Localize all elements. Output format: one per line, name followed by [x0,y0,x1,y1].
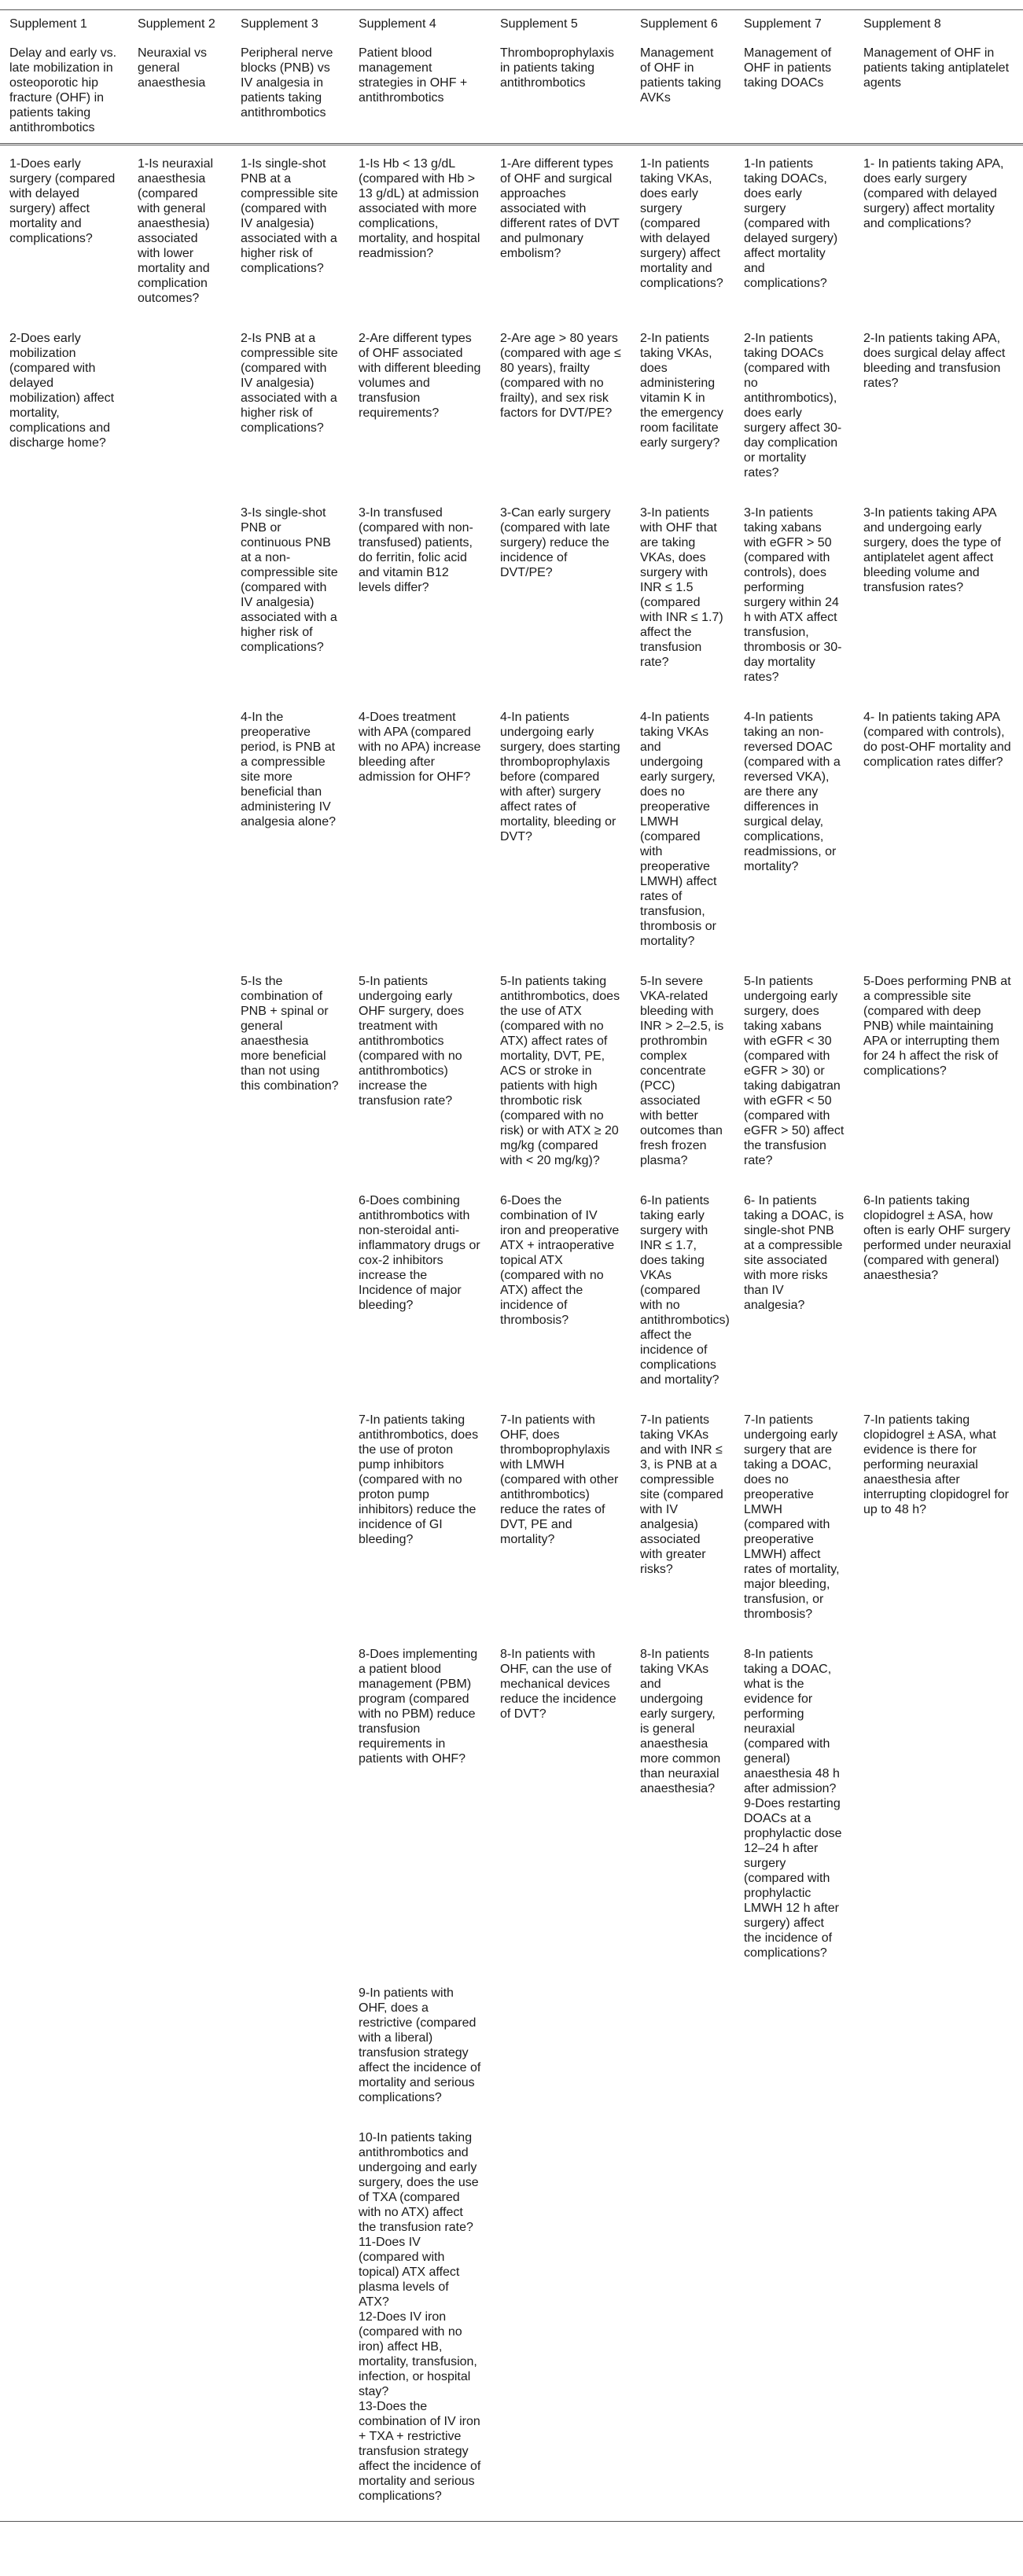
question-text: 3-In patients taking xabans with eGFR > 50 (compared with controls), does performing surgery within 24 h with ATX affect transfusion, thrombosis or 30-day mortality rates? [744,506,842,684]
question-text: 4-In patients taking VKAs and undergoing early surgery, does no preoperative LMWH (compared with preoperative LMWH) affect rates of transfusion, thrombosis or mortality? [640,711,717,948]
question-text: 8-Does implementing a patient blood management (PBM) program (compared with no PBM) reduce transfusion requirements in patients with OHF? [359,1648,478,1766]
question-text: 12-Does IV iron (compared with no iron) affect HB, mortality, transfusion, infection, or hospital stay? [359,2310,477,2398]
table-cell [491,1636,631,1975]
question-text: 9-Does restarting DOACs at a prophylactic dose 12–24 h after surgery (compared with prophylactic LMWH 12 h after surgery) affect the incidence of complications? [744,1797,842,1960]
table-cell [128,1402,231,1636]
supplement-title: Supplement 6 [640,17,718,31]
table-body [0,145,1023,2522]
question-text: 2-Is PNB at a compressible site (compared with IV analgesia) associated with a higher risk of complications? [241,332,338,435]
table-row [0,1182,1023,1402]
table-cell [854,320,1023,494]
table-cell [349,320,491,494]
question-text: 10-In patients taking antithrombotics and undergoing and early surgery, does the use of TXA (compared with no ATX) affect the transfusion rate? [359,2131,479,2234]
question-text: 3-In patients with OHF that are taking VKAs, does surgery with INR ≤ 1.5 (compared with INR ≤ 1.7) affect the transfusion rate? [640,506,723,669]
table-cell [491,494,631,699]
question-text: 2-In patients taking VKAs, does administering vitamin K in the emergency room facilitate early surgery? [640,332,723,450]
table-cell [0,145,128,321]
question-text: 2-In patients taking APA, does surgical delay affect bleeding and transfusion rates? [863,332,1006,390]
table-cell [349,1182,491,1402]
table-cell [231,699,349,963]
supplement-title: Supplement 1 [9,17,87,31]
question-text: 1-Is single-shot PNB at a compressible site (compared with IV analgesia) associated with a higher risk of complications? [241,157,338,275]
table-cell [734,699,854,963]
table-cell [0,320,128,494]
table-row [0,963,1023,1182]
table-cell [631,1402,734,1636]
question-text: 9-In patients with OHF, does a restrictive (compared with a liberal) transfusion strategy affect the incidence of mortality and serious complications? [359,1986,481,2104]
table-cell [734,320,854,494]
table-cell [491,963,631,1182]
table-cell [854,1975,1023,2119]
table-cell [854,2119,1023,2522]
supplement-subtitle: Management of OHF in patients taking AVKs [640,46,722,105]
supplement-title: Supplement 4 [359,17,436,31]
question-text: 6-Does combining antithrombotics with non-steroidal anti-inflammatory drugs or cox-2 inhibitors increase the Incidence of major bleeding? [359,1194,480,1312]
table-cell [349,145,491,321]
question-text: 4-Does treatment with APA (compared with no APA) increase bleeding after admission for OHF? [359,711,481,784]
supplement-subtitle: Patient blood management strategies in OHF + antithrombotics [359,46,468,105]
column-header-supplement-4 [349,10,491,145]
table-cell [128,494,231,699]
question-text: 8-In patients with OHF, can the use of mechanical devices reduce the incidence of DVT? [500,1648,616,1721]
table-cell [491,145,631,321]
table-cell [0,1975,128,2119]
table-cell [854,963,1023,1182]
table-cell [349,1975,491,2119]
table-cell [231,320,349,494]
table-cell [491,1402,631,1636]
header-row [0,10,1023,145]
column-header-supplement-1 [0,10,128,145]
table-cell [349,1636,491,1975]
table-cell [0,1402,128,1636]
table-cell [0,1636,128,1975]
table-cell [491,1182,631,1402]
question-text: 5-In patients undergoing early surgery, does taking xabans with eGFR < 30 (compared with eGFR > 30) or taking dabigatran with eGFR < 50 (compared with eGFR > 50) affect the transfusion rate? [744,975,845,1167]
supplement-title: Supplement 7 [744,17,822,31]
table-cell [734,963,854,1182]
question-text: 3-In transfused (compared with non-transfused) patients, do ferritin, folic acid and vitamin B12 levels differ? [359,506,473,594]
question-text: 5-In patients undergoing early OHF surgery, does treatment with antithrombotics (compared with no antithrombotics) increase the transfusion rate? [359,975,464,1108]
question-text: 5-Does performing PNB at a compressible site (compared with deep PNB) while maintaining APA or interrupting them for 24 h affect the risk of complications? [863,975,1011,1078]
table-row [0,699,1023,963]
table-cell [128,1975,231,2119]
question-text: 2-Does early mobilization (compared with delayed mobilization) affect mortality, complications and discharge home? [9,332,115,450]
table-cell [854,1636,1023,1975]
table-cell [128,145,231,321]
question-text: 1-In patients taking DOACs, does early surgery (compared with delayed surgery) affect mortality and complications? [744,157,838,290]
question-text: 1-Is neuraxial anaesthesia (compared with general anaesthesia) associated with lower mortality and complication outcomes? [138,157,214,305]
supplement-subtitle: Delay and early vs. late mobilization in osteoporotic hip fracture (OHF) in patients taking antithrombotics [9,46,117,134]
table-cell [854,1402,1023,1636]
question-text: 11-Does IV (compared with topical) ATX affect plasma levels of ATX? [359,2236,460,2309]
supplement-title: Supplement 3 [241,17,318,31]
table-cell [854,699,1023,963]
table-row [0,320,1023,494]
table-cell [631,699,734,963]
table-cell [349,1402,491,1636]
question-text: 3-In patients taking APA and undergoing early surgery, does the type of antiplatelet agent affect bleeding volume and transfusion rates? [863,506,1001,594]
question-text: 7-In patients with OHF, does thromboprophylaxis with LMWH (compared with other antithrombotics) reduce the rates of DVT, PE and mortality? [500,1413,619,1546]
table-cell [734,2119,854,2522]
supplement-title: Supplement 5 [500,17,578,31]
table-cell [491,320,631,494]
question-text: 7-In patients taking VKAs and with INR ≤ 3, is PNB at a compressible site (compared with IV analgesia) associated with greater risks? [640,1413,723,1576]
question-text: 6-In patients taking early surgery with INR ≤ 1.7, does taking VKAs (compared with no antithrombotics) affect the incidence of complications and mortality? [640,1194,730,1387]
table-cell [349,699,491,963]
table-cell [349,963,491,1182]
column-header-supplement-6 [631,10,734,145]
question-text: 3-Can early surgery (compared with late surgery) reduce the incidence of DVT/PE? [500,506,611,579]
table-cell [631,963,734,1182]
table-row [0,145,1023,321]
table-cell [0,494,128,699]
question-text: 6- In patients taking a DOAC, is single-shot PNB at a compressible site associated with more risks than IV analgesia? [744,1194,845,1312]
table-cell [231,1975,349,2119]
table-cell [349,494,491,699]
question-text: 13-Does the combination of IV iron + TXA + restrictive transfusion strategy affect the incidence of mortality and serious complications? [359,2400,481,2503]
question-text: 5-Is the combination of PNB + spinal or general anaesthesia more beneficial than not using this combination? [241,975,339,1093]
table-cell [854,145,1023,321]
table-cell [631,1182,734,1402]
question-text: 7-In patients undergoing early surgery that are taking a DOAC, does no preoperative LMWH (compared with preoperative LMWH) affect rates of mortality, major bleeding, transfusion, or thrombosis? [744,1413,840,1621]
table-row [0,1402,1023,1636]
table-cell [631,494,734,699]
table-cell [231,145,349,321]
table-cell [349,2119,491,2522]
question-text: 8-In patients taking a DOAC, what is the evidence for performing neuraxial (compared with general) anaesthesia 48 h after admission? [744,1648,840,1795]
question-text: 3-Is single-shot PNB or continuous PNB at a non-compressible site (compared with IV analgesia) associated with a higher risk of complications? [241,506,338,654]
table-cell [231,1636,349,1975]
table-cell [231,1402,349,1636]
question-text: 1- In patients taking APA, does early surgery (compared with delayed surgery) affect mortality and complications? [863,157,1004,230]
question-text: 6-In patients taking clopidogrel ± ASA, how often is early OHF surgery performed under neuraxial (compared with general) anaesthesia? [863,1194,1011,1282]
table-cell [231,963,349,1182]
supplement-subtitle: Peripheral nerve blocks (PNB) vs IV analgesia in patients taking antithrombotics [241,46,333,119]
table-cell [231,494,349,699]
table-cell [128,320,231,494]
supplement-title: Supplement 8 [863,17,941,31]
table-cell [734,1402,854,1636]
table-row [0,1636,1023,1975]
table-cell [491,1975,631,2119]
table-cell [128,1182,231,1402]
question-text: 4-In patients taking an non-reversed DOAC (compared with a reversed VKA), are there any differences in surgical delay, complications, readmissions, or mortality? [744,711,841,873]
supplement-subtitle: Management of OHF in patients taking antiplatelet agents [863,46,1010,90]
column-header-supplement-3 [231,10,349,145]
supplement-subtitle: Thromboprophylaxis in patients taking antithrombotics [500,46,614,90]
question-text: 1-Does early surgery (compared with delayed surgery) affect mortality and complications? [9,157,116,245]
question-text: 2-Are age > 80 years (compared with age ≤ 80 years), frailty (compared with no frailty), and sex risk factors for DVT/PE? [500,332,621,420]
table-row [0,1975,1023,2119]
question-text: 1-In patients taking VKAs, does early surgery (compared with delayed surgery) affect mortality and complications? [640,157,723,290]
table-cell [0,1182,128,1402]
table-row [0,2119,1023,2522]
table-cell [128,1636,231,1975]
column-header-supplement-2 [128,10,231,145]
table-header [0,10,1023,145]
question-text: 2-In patients taking DOACs (compared with no antithrombotics), does early surgery affect 30-day complication or mortality rates? [744,332,842,480]
table-cell [631,320,734,494]
table-cell [734,1975,854,2119]
table-cell [631,2119,734,2522]
table-cell [734,1636,854,1975]
table-row [0,494,1023,699]
column-header-supplement-7 [734,10,854,145]
table-cell [128,963,231,1182]
question-text: 7-In patients taking antithrombotics, does the use of proton pump inhibitors (compared with no proton pump inhibitors) reduce the incidence of GI bleeding? [359,1413,479,1546]
table-cell [734,1182,854,1402]
question-text: 1-Is Hb < 13 g/dL (compared with Hb > 13 g/dL) at admission associated with more complications, mortality, and hospital readmission? [359,157,480,260]
table-cell [491,2119,631,2522]
question-text: 4-In the preoperative period, is PNB at a compressible site more beneficial than administering IV analgesia alone? [241,711,336,829]
question-text: 1-Are different types of OHF and surgical approaches associated with different rates of DVT and pulmonary embolism? [500,157,620,260]
table-cell [0,963,128,1182]
table-cell [734,145,854,321]
column-header-supplement-5 [491,10,631,145]
table-cell [631,145,734,321]
table-cell [631,1636,734,1975]
question-text: 5-In patients taking antithrombotics, does the use of ATX (compared with no ATX) affect rates of mortality, DVT, PE, ACS or stroke in patients with high thrombotic risk (compared with no risk) or with ATX ≥ 20 mg/kg (compared with < 20 mg/kg)? [500,975,620,1167]
table-cell [0,2119,128,2522]
supplements-table [0,9,1023,2522]
question-text: 6-Does the combination of IV iron and preoperative ATX + intraoperative topical ATX (compared with no ATX) affect the incidence of thrombosis? [500,1194,620,1327]
supplement-title: Supplement 2 [138,17,215,31]
question-text: 5-In severe VKA-related bleeding with INR > 2–2.5, is prothrombin complex concentrate (PCC) associated with better outcomes than fresh frozen plasma? [640,975,724,1167]
table-cell [231,2119,349,2522]
supplement-subtitle: Neuraxial vs general anaesthesia [138,46,208,90]
table-cell [854,494,1023,699]
question-text: 4-In patients undergoing early surgery, does starting thromboprophylaxis before (compared with after) surgery affect rates of mortality, bleeding or DVT? [500,711,620,843]
table-cell [231,1182,349,1402]
table-cell [491,699,631,963]
question-text: 7-In patients taking clopidogrel ± ASA, what evidence is there for performing neuraxial anaesthesia after interrupting clopidogrel for up to 48 h? [863,1413,1009,1516]
column-header-supplement-8 [854,10,1023,145]
table-cell [854,1182,1023,1402]
table-cell [128,699,231,963]
question-text: 4- In patients taking APA (compared with controls), do post-OHF mortality and complication rates differ? [863,711,1011,769]
table-cell [0,699,128,963]
question-text: 2-Are different types of OHF associated with different bleeding volumes and transfusion requirements? [359,332,481,420]
table-cell [128,2119,231,2522]
question-text: 8-In patients taking VKAs and undergoing early surgery, is general anaesthesia more common than neuraxial anaesthesia? [640,1648,721,1795]
supplement-subtitle: Management of OHF in patients taking DOACs [744,46,832,90]
table-cell [734,494,854,699]
table-cell [631,1975,734,2119]
